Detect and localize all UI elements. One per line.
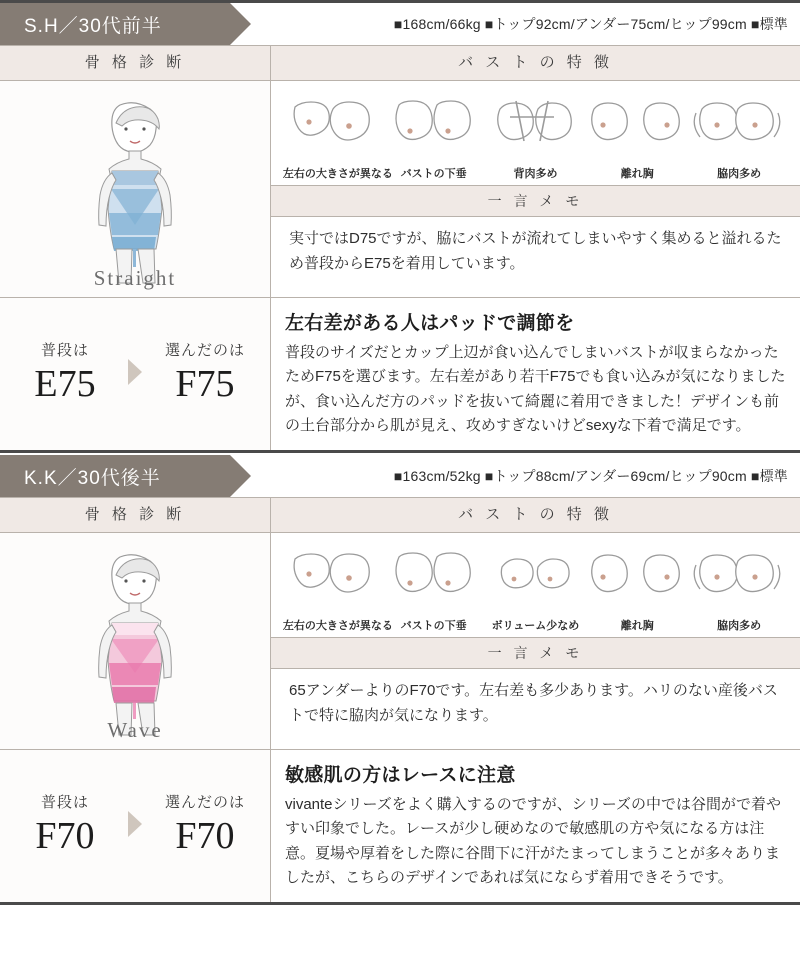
reviewer-stats <box>230 455 800 497</box>
bust-row <box>281 541 790 633</box>
chosen-size-cell <box>140 339 270 406</box>
bust-item <box>486 551 584 633</box>
review-block-1 <box>0 0 800 453</box>
review-header-1 <box>0 3 800 45</box>
chosen-size-label: 選んだのは <box>164 341 245 359</box>
reviewer-name: S.H／30代前半 <box>0 3 230 45</box>
comment-section <box>271 750 800 902</box>
bust-caption: バストの下垂 <box>400 168 467 180</box>
bust-icon-uneven <box>283 99 375 163</box>
chosen-size-label: 選んだのは <box>164 793 245 811</box>
bust-icon-separated <box>588 99 680 163</box>
bust-item <box>588 99 686 181</box>
body-figure-wave <box>0 533 270 749</box>
size-summary <box>0 298 271 450</box>
bust-item <box>690 551 788 633</box>
body-type-label: Straight <box>93 266 177 290</box>
usual-size-cell <box>0 339 130 406</box>
review-header-2 <box>0 455 800 497</box>
bust-caption: 背肉多め <box>513 168 558 180</box>
bust-caption: 左右の大きさが異なる <box>282 620 393 633</box>
body-figure-straight <box>0 81 270 297</box>
usual-size-cell <box>0 791 130 858</box>
chosen-size-value: F75 <box>175 362 235 405</box>
bust-item <box>588 551 686 633</box>
bust-column <box>271 498 800 749</box>
skeleton-header: 骨 格 診 断 <box>0 46 270 81</box>
bust-header: バ ス ト の 特 徴 <box>271 46 800 81</box>
usual-size-value: E75 <box>34 362 96 405</box>
memo-header: 一 言 メ モ <box>271 637 800 669</box>
skeleton-column <box>0 46 271 297</box>
review-block-2 <box>0 455 800 905</box>
bust-item <box>385 99 483 181</box>
bust-item <box>690 99 788 181</box>
bust-caption: 離れ胸 <box>620 620 654 633</box>
bust-column <box>271 46 800 297</box>
bust-caption: 脇肉多め <box>717 168 762 180</box>
reviewer-stats-text: ■168cm/66kg ■トップ92cm/アンダー75cm/ヒップ99cm ■標準 <box>393 16 788 32</box>
bust-icon-side-fat <box>690 551 782 615</box>
review-bottom-2 <box>0 749 800 905</box>
bust-row <box>281 89 790 181</box>
bust-icon-side-fat <box>690 99 782 163</box>
chosen-size-value: F70 <box>175 814 235 857</box>
reviewer-stats <box>230 3 800 45</box>
comment-body: 普段のサイズだとカップ上辺が食い込んでしまいバストが収まらなかったためF75を選びます。左右差があり若干F75でも食い込みが気になりましたが、食い込んだ方のパッドを抜いて綺麗に着用できました！デザインも前の土台部分から肌が見え、攻めすぎないけどsexyな下着で満足です。 <box>285 344 786 434</box>
usual-size-value: F70 <box>35 814 95 857</box>
bust-item <box>282 551 393 633</box>
bust-caption: 離れ胸 <box>620 168 654 180</box>
reviewer-name: K.K／30代後半 <box>0 455 230 497</box>
bust-icon-separated <box>588 551 680 615</box>
chosen-size-cell <box>140 791 270 858</box>
comment-title: 左右差がある人はパッドで調節を <box>285 313 575 334</box>
comment-body: vivanteシリーズをよく購入するのですが、シリーズの中では谷間がで着やすい印象でした。レースが少し硬めなので敏感肌の方や気になる方は注意。夏場や厚着をした際に谷間下に汗がたまってしまうことが多々ありましたが、こちらのデザインであれば気にならず着用できそうです。 <box>285 796 782 887</box>
comment-section <box>271 298 800 450</box>
memo-text: 65アンダーよりのF70です。左右差も多少あります。ハリのない産後バストで特に脇肉が気になります。 <box>271 669 800 741</box>
skeleton-column <box>0 498 271 749</box>
bust-illustrations <box>271 533 800 637</box>
usual-size-label: 普段は <box>40 341 89 359</box>
bust-caption: 左右の大きさが異なる <box>282 168 393 180</box>
skeleton-header: 骨 格 診 断 <box>0 498 270 533</box>
bust-icon-uneven <box>283 551 375 615</box>
usual-size-label: 普段は <box>40 793 89 811</box>
review-table-2 <box>0 497 800 749</box>
bust-header: バ ス ト の 特 徴 <box>271 498 800 533</box>
comment-title: 敏感肌の方はレースに注意 <box>285 765 516 787</box>
review-bottom-1 <box>0 297 800 453</box>
bust-illustrations <box>271 81 800 185</box>
bust-caption: 脇肉多め <box>717 620 762 633</box>
memo-header: 一 言 メ モ <box>271 185 800 217</box>
bust-caption: ボリューム少なめ <box>491 620 580 633</box>
bust-icon-back-fat <box>486 99 578 163</box>
memo-text: 実寸ではD75ですが、脇にバストが流れてしまいやすく集めると溢れるため普段からE75を着用しています。 <box>271 217 800 289</box>
bust-icon-sagging <box>385 551 477 615</box>
review-table-1 <box>0 45 800 297</box>
bust-item <box>385 551 483 633</box>
body-type-label: Wave <box>107 718 163 743</box>
bust-item <box>486 99 584 181</box>
bust-caption: バストの下垂 <box>400 620 467 633</box>
bust-item <box>282 99 393 181</box>
size-summary <box>0 750 271 902</box>
bust-icon-sagging <box>385 99 477 163</box>
bust-icon-small-volume <box>486 551 578 615</box>
reviewer-stats-text: ■163cm/52kg ■トップ88cm/アンダー69cm/ヒップ90cm ■標準 <box>393 468 788 485</box>
